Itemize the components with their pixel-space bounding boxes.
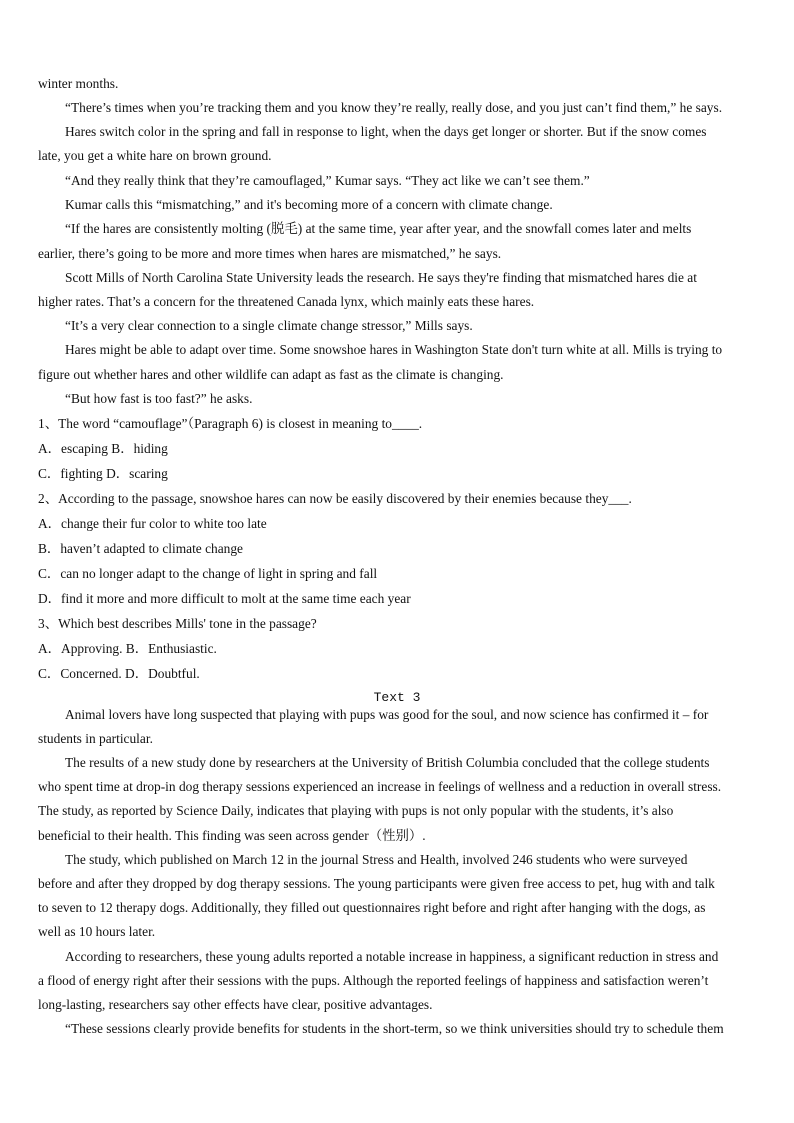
text-line: to seven to 12 therapy dogs. Additionally, they filled out questionnaires right before and right after hanging with the dogs, as	[38, 900, 706, 915]
text-line: before and after they dropped by dog therapy sessions. The young participants were given free access to pet, hug with and talk	[38, 876, 715, 891]
question-line: B．haven’t adapted to climate change	[38, 541, 243, 556]
text-line: According to researchers, these young adults reported a notable increase in happiness, a significant reduction in stress and	[65, 949, 719, 964]
text-line: earlier, there’s going to be more and more times when hares are mismatched,” he says.	[38, 246, 502, 261]
text-line: students in particular.	[38, 731, 153, 746]
question-line: C．Concerned. D．Doubtful.	[38, 666, 200, 681]
text-line: who spent time at drop-in dog therapy sessions experienced an increase in feelings of wellness and a reduction in overall stress.	[38, 779, 722, 794]
text-line: “These sessions clearly provide benefits for students in the short-term, so we think universities should try to schedule them	[65, 1021, 724, 1036]
question-line: 1、The word “camouflage”（Paragraph 6) is closest in meaning to____.	[38, 416, 423, 431]
text-line: The results of a new study done by researchers at the University of British Columbia concluded that the college students	[65, 755, 710, 770]
text-line: long-lasting, researchers say other effects have clear, positive advantages.	[38, 997, 433, 1012]
text-line: “There’s times when you’re tracking them and you know they’re really, really dose, and you just can’t find them,” he says.	[65, 100, 723, 115]
text-line: Scott Mills of North Carolina State University leads the research. He says they're finding that mismatched hares die at	[65, 270, 697, 285]
text-line: late, you get a white hare on brown ground.	[38, 148, 272, 163]
text-line: The study, which published on March 12 in the journal Stress and Health, involved 246 students who were surveyed	[65, 852, 688, 867]
text-line: Kumar calls this “mismatching,” and it's becoming more of a concern with climate change.	[65, 197, 553, 212]
question-line: A．escaping B．hiding	[38, 441, 168, 456]
text-line: The study, as reported by Science Daily, indicates that playing with pups is not only popular with the students, it’s also	[38, 803, 674, 818]
text-line: Hares might be able to adapt over time. Some snowshoe hares in Washington State don't turn white at all. Mills is trying to	[65, 342, 723, 357]
text-line: “It’s a very clear connection to a single climate change stressor,” Mills says.	[65, 318, 473, 333]
text-line: well as 10 hours later.	[38, 924, 156, 939]
section-title: Text 3	[373, 690, 421, 705]
question-line: C．can no longer adapt to the change of light in spring and fall	[38, 566, 378, 581]
question-line: 3、Which best describes Mills' tone in the passage?	[38, 616, 317, 631]
text-line: Hares switch color in the spring and fall in response to light, when the days get longer or shorter. But if the snow comes	[65, 124, 707, 139]
text-line: higher rates. That’s a concern for the threatened Canada lynx, which mainly eats these hares.	[38, 294, 535, 309]
question-line: D．find it more and more difficult to molt at the same time each year	[38, 591, 411, 606]
text-line: winter months.	[38, 76, 119, 91]
text-line: Animal lovers have long suspected that playing with pups was good for the soul, and now science has confirmed it – for	[65, 707, 709, 722]
text-line: “And they really think that they’re camouflaged,” Kumar says. “They act like we can’t see them.”	[65, 173, 590, 188]
question-line: A．change their fur color to white too late	[38, 516, 267, 531]
text-line: a flood of energy right after their sessions with the pups. Although the reported feelings of happiness and satisfaction weren’t	[38, 973, 709, 988]
text-line: “If the hares are consistently molting (脱毛) at the same time, year after year, and the snowfall comes later and melts	[65, 221, 692, 236]
text-line: figure out whether hares and other wildlife can adapt as fast as the climate is changing.	[38, 367, 504, 382]
question-line: C．fighting D．scaring	[38, 466, 168, 481]
text-line: “But how fast is too fast?” he asks.	[65, 391, 253, 406]
text-line: beneficial to their health. This finding was seen across gender（性别）.	[38, 828, 426, 843]
question-line: 2、According to the passage, snowshoe hares can now be easily discovered by their enemies because they___.	[38, 491, 632, 506]
question-line: A．Approving. B．Enthusiastic.	[38, 641, 217, 656]
